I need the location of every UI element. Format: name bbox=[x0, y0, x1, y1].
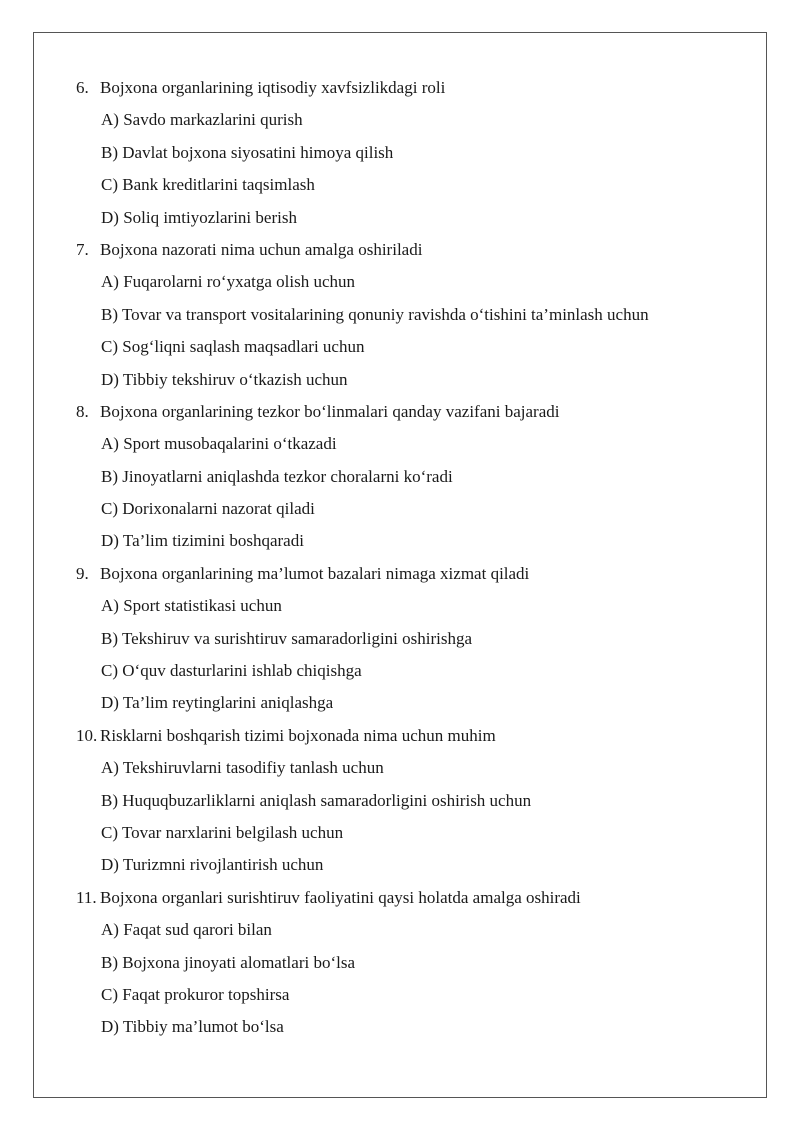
option-text: C) O‘quv dasturlarini ishlab chiqishga bbox=[101, 661, 362, 681]
option-11-b bbox=[0, 947, 800, 979]
option-text: B) Tovar va transport vositalarining qonuniy ravishda o‘tishini ta’minlash uchun bbox=[101, 304, 649, 324]
option-text: C) Bank kreditlarini taqsimlash bbox=[101, 175, 315, 195]
option-11-d bbox=[0, 1011, 800, 1043]
option-8-c bbox=[0, 493, 800, 525]
question-list bbox=[0, 72, 800, 1044]
option-6-b bbox=[0, 137, 800, 169]
option-text: A) Sport statistikasi uchun bbox=[101, 596, 282, 616]
option-text: C) Faqat prokuror topshirsa bbox=[101, 984, 290, 1004]
option-7-d bbox=[0, 364, 800, 396]
question-number: 11. bbox=[76, 887, 97, 907]
option-7-c bbox=[0, 331, 800, 363]
option-text: A) Fuqarolarni ro‘yxatga olish uchun bbox=[101, 272, 355, 292]
option-11-c bbox=[0, 979, 800, 1011]
question-7 bbox=[0, 234, 800, 266]
question-8 bbox=[0, 396, 800, 428]
option-9-b bbox=[0, 623, 800, 655]
question-9 bbox=[0, 558, 800, 590]
option-text: B) Jinoyatlarni aniqlashda tezkor choralarni ko‘radi bbox=[101, 466, 453, 486]
question-11 bbox=[0, 882, 800, 914]
option-text: A) Faqat sud qarori bilan bbox=[101, 920, 272, 940]
option-10-d bbox=[0, 849, 800, 881]
question-text: Bojxona organlarining tezkor bo‘linmalari qanday vazifani bajaradi bbox=[100, 401, 560, 421]
question-text: Bojxona organlarining iqtisodiy xavfsizlikdagi roli bbox=[100, 78, 446, 97]
option-text: D) Soliq imtiyozlarini berish bbox=[101, 207, 297, 227]
option-text: C) Sog‘liqni saqlash maqsadlari uchun bbox=[101, 337, 365, 357]
option-6-c bbox=[0, 169, 800, 201]
option-7-a bbox=[0, 266, 800, 298]
option-text: D) Ta’lim tizimini boshqaradi bbox=[101, 531, 304, 551]
question-number: 8. bbox=[76, 401, 89, 421]
option-10-a bbox=[0, 752, 800, 784]
question-number: 10. bbox=[76, 725, 98, 745]
option-8-b bbox=[0, 461, 800, 493]
option-7-b bbox=[0, 299, 800, 331]
option-text: A) Savdo markazlarini qurish bbox=[101, 110, 303, 130]
option-text: D) Turizmni rivojlantirish uchun bbox=[101, 855, 324, 875]
question-6 bbox=[0, 72, 800, 104]
option-text: D) Ta’lim reytinglarini aniqlashga bbox=[101, 693, 334, 713]
question-number: 7. bbox=[76, 239, 89, 259]
option-text: C) Dorixonalarni nazorat qiladi bbox=[101, 499, 315, 519]
option-text: A) Sport musobaqalarini o‘tkazadi bbox=[101, 434, 337, 454]
question-text: Risklarni boshqarish tizimi bojxonada nima uchun muhim bbox=[100, 725, 496, 745]
question-text: Bojxona organlarining ma’lumot bazalari nimaga xizmat qiladi bbox=[100, 563, 530, 583]
option-text: B) Huquqbuzarliklarni aniqlash samaradorligini oshirish uchun bbox=[101, 790, 532, 810]
question-text: Bojxona organlari surishtiruv faoliyatini qaysi holatda amalga oshiradi bbox=[100, 887, 581, 907]
option-8-d bbox=[0, 525, 800, 557]
option-9-a bbox=[0, 590, 800, 622]
option-11-a bbox=[0, 914, 800, 946]
option-text: B) Bojxona jinoyati alomatlari bo‘lsa bbox=[101, 952, 356, 972]
option-text: C) Tovar narxlarini belgilash uchun bbox=[101, 822, 344, 842]
question-text: Bojxona nazorati nima uchun amalga oshiriladi bbox=[100, 239, 423, 259]
question-number: 9. bbox=[76, 563, 89, 583]
option-text: D) Tibbiy tekshiruv o‘tkazish uchun bbox=[101, 369, 348, 389]
option-9-c bbox=[0, 655, 800, 687]
option-6-d bbox=[0, 202, 800, 234]
option-6-a bbox=[0, 104, 800, 136]
option-10-c bbox=[0, 817, 800, 849]
option-9-d bbox=[0, 687, 800, 719]
option-8-a bbox=[0, 428, 800, 460]
option-10-b bbox=[0, 785, 800, 817]
option-text: D) Tibbiy ma’lumot bo‘lsa bbox=[101, 1017, 284, 1037]
question-10 bbox=[0, 720, 800, 752]
question-number: 6. bbox=[76, 78, 89, 97]
option-text: A) Tekshiruvlarni tasodifiy tanlash uchun bbox=[101, 758, 384, 778]
option-text: B) Davlat bojxona siyosatini himoya qilish bbox=[101, 142, 394, 162]
option-text: B) Tekshiruv va surishtiruv samaradorligini oshirishga bbox=[101, 628, 473, 648]
